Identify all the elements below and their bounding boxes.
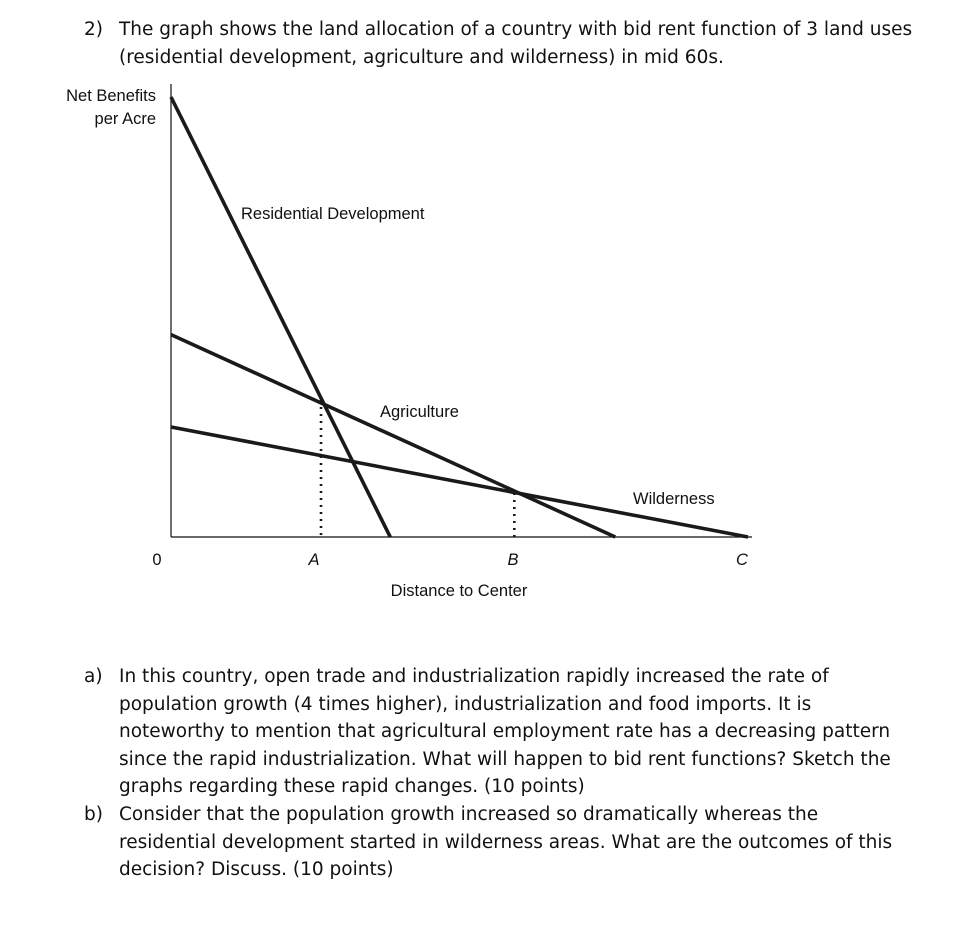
- x-tick-label-b: B: [507, 551, 519, 569]
- agriculture-line: [171, 335, 615, 537]
- residential-development-label: Residential Development: [241, 205, 425, 223]
- y-axis-label-line-2: per Acre: [94, 110, 156, 128]
- sub-question-a-line-4: since the rapid industrialization. What will happen to bid rent functions? Sketch the: [119, 748, 891, 770]
- x-tick-label-c: C: [736, 551, 748, 569]
- sub-question-b-line-3: decision? Discuss. (10 points): [119, 859, 394, 880]
- sub-question-a-line-3: noteworthy to mention that agricultural employment rate has a decreasing pattern: [119, 721, 891, 742]
- sub-question-a-label: a): [84, 666, 103, 687]
- sub-question-a-line-1: In this country, open trade and industrialization rapidly increased the rate of: [119, 666, 829, 687]
- x-tick-label-a: A: [308, 551, 320, 569]
- wilderness-line: [171, 427, 748, 537]
- question-number: 2): [84, 19, 103, 40]
- agriculture-label: Agriculture: [380, 403, 459, 421]
- x-axis-label: Distance to Center: [390, 582, 528, 600]
- origin-label: 0: [152, 551, 162, 569]
- sub-question-a-line-2: population growth (4 times higher), industrialization and food imports. It is: [119, 693, 812, 715]
- sub-question-b-line-1: Consider that the population growth increased so dramatically whereas the: [119, 804, 819, 825]
- question-line-2: (residential development, agriculture and wilderness) in mid 60s.: [119, 47, 724, 68]
- sub-question-b-line-2: residential development started in wilderness areas. What are the outcomes of this: [119, 831, 893, 853]
- question-line-1: The graph shows the land allocation of a country with bid rent function of 3 land uses: [119, 19, 913, 40]
- sub-question-b-label: b): [84, 804, 103, 825]
- sub-question-a-line-5: graphs regarding these rapid changes. (10 points): [119, 776, 585, 797]
- wilderness-label: Wilderness: [633, 490, 715, 508]
- residential-development-line: [171, 97, 390, 537]
- y-axis-label-line-1: Net Benefits: [66, 87, 156, 105]
